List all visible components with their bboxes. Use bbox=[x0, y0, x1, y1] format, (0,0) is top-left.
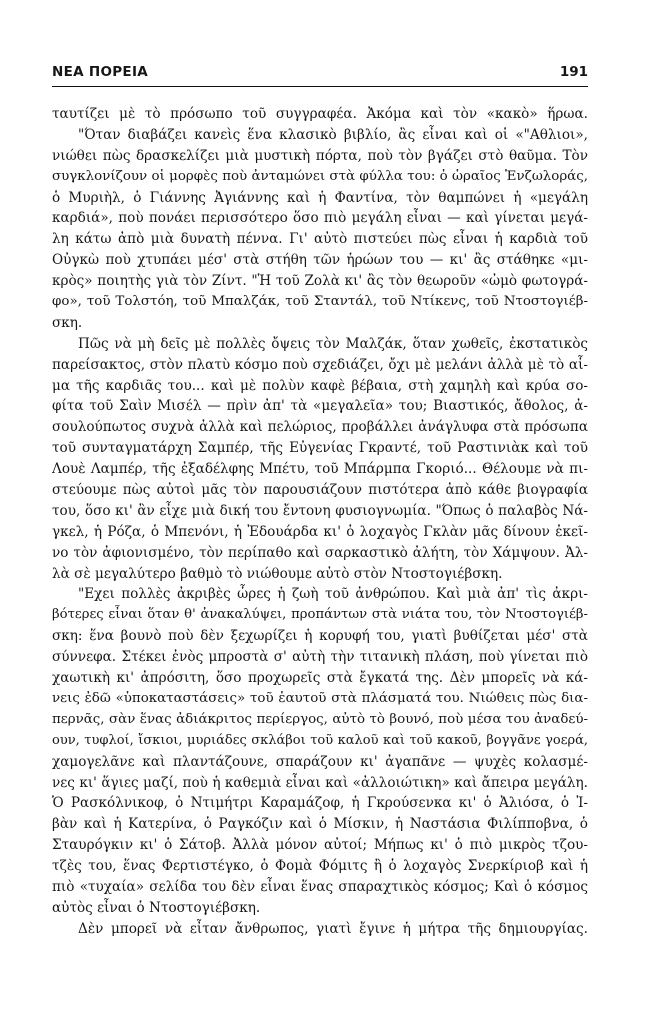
text-line: Δὲν μπορεῖ νὰ εἶταν ἄνθρωπος, γιατὶ ἔγινε ἡ μήτρα τῆς δημιουργίας. bbox=[78, 920, 588, 937]
text-line: μα τῆς καρδιᾶς του... καὶ μὲ πολὺν καφὲ βέβαια, στὴ χαμηλὴ καὶ κρύα σο- bbox=[52, 377, 588, 394]
text-line: Ὁ Ρασκόλνικοφ, ὁ Ντιμήτρι Καραμάζοφ, ἡ Γκρούσενκα κι' ὁ Ἀλιόσα, ὁ Ἰ- bbox=[52, 795, 588, 812]
text-line: συγκλονίζουν οἱ μορφὲς ποὺ ἀνταμώνει στὰ φύλλα του: ὁ ὡραῖος Ἐνζωλοράς, bbox=[52, 168, 588, 184]
text-line: τζὲς του, ἕνας Φερτιστέγκο, ὁ Φομὰ Φόμιτς ἢ ὁ λοχαγὸς Σνερκίριοβ καὶ ἡ bbox=[52, 858, 588, 875]
text-line: σκη. bbox=[52, 314, 83, 331]
text-line: νες κι' ἅγιες μαζί, ποὺ ἡ καθεμιὰ εἶναι καὶ «ἀλλοιώτικη» καὶ ἄπειρα μεγάλη. bbox=[52, 774, 588, 791]
text-line: "Όταν διαβάζει κανεὶς ἕνα κλασικὸ βιβλίο, ἂς εἶναι καὶ οἱ «"Αθλιοι», bbox=[78, 126, 588, 143]
text-line: νεις ἐδῶ «ὑποκαταστάσεις» τοῦ ἑαυτοῦ στὰ πλάσματά του. Νιώθεις πὼς δια- bbox=[52, 690, 588, 706]
text-line: Λουὲ Λαμπέρ, τῆς ἐξαδέλφης Μπέτυ, τοῦ Μπάρμπα Γκοριό... Θέλουμε νὰ πι- bbox=[52, 461, 588, 478]
text-line: χαμογελᾶνε καὶ πλαντάζουνε, σπαράζουν κι' ἀγαπᾶνε — ψυχὲς κολασμέ- bbox=[52, 753, 588, 770]
text-line: ταυτίζει μὲ τὸ πρόσωπο τοῦ συγγραφέα. Ἀκόμα καὶ τὸν «κακὸ» ἥρωα. bbox=[52, 106, 588, 122]
text-line: σουλούπωτος συχνὰ ἀλλὰ καὶ πελώριος, προβάλλει ἀνάγλυφα στὰ πρόσωπα bbox=[52, 419, 588, 436]
text-line: ουν, τυφλοί, ἴσκιοι, μυριάδες σκλάβοι τοῦ καλοῦ καὶ τοῦ κακοῦ, βογγᾶνε γοερά, bbox=[52, 732, 588, 748]
text-line: ὁ Μυριὴλ, ὁ Γιάννης Ἀγιάννης καὶ ἡ Φαντίνα, τὸν θαμπώνει ἡ «μεγάλη bbox=[52, 189, 588, 206]
text-line: περνᾶς, σὰν ἕνας ἀδιάκριτος περίεργος, αὐτὸ τὸ βουνό, ποὺ μέσα του ἀναδεύ- bbox=[52, 711, 588, 727]
text-line: φο», τοῦ Τολστόη, τοῦ Μπαλζάκ, τοῦ Σταντάλ, τοῦ Ντίκενς, τοῦ Ντοστογιέβ- bbox=[52, 294, 588, 310]
text-line: στεύουμε πὼς αὐτοὶ μᾶς τὸν παρουσιάζουν πιστότερα ἀπὸ κάθε βιογραφία bbox=[52, 482, 588, 499]
text-line: του, ὅσο κι' ἂν εἶχε μιὰ δική του ἔντονη φυσιογνωμία. "Όπως ὁ παλαβὸς Νά- bbox=[52, 502, 588, 519]
text-line: λη κάτω ἀπὸ μιὰ δυνατὴ πέννα. Γι' αὐτὸ πιστεύει πὼς εἶναι ἡ καρδιὰ τοῦ bbox=[52, 231, 588, 248]
text-line: "Εχει πολλὲς ἀκριβὲς ὧρες ἡ ζωὴ τοῦ ἀνθρώπου. Καὶ μιὰ ἀπ' τὶς ἀκρι- bbox=[78, 586, 588, 603]
text-line: νο τὸν ἀφιονισμένο, τὸν περίπαθο καὶ σαρκαστικὸ ἀλήτη, τὸν Χάμψουν. Ἀλ- bbox=[52, 544, 588, 561]
text-line: χαωτικὴ κι' ἀπρόσιτη, ὅσο προχωρεῖς στὰ ἔγκατά της. Δὲν μπορεῖς νὰ κά- bbox=[52, 670, 588, 687]
text-line: βὰν καὶ ἡ Κατερίνα, ὁ Ραγκόζιν καὶ ὁ Μίσκιν, ἡ Ναστάσια Φιλίπποβνα, ὁ bbox=[52, 816, 588, 833]
journal-title: ΝΕΑ ΠΟΡΕΙΑ bbox=[52, 64, 149, 80]
text-line: Πῶς νὰ μὴ δεῖς μὲ πολλὲς ὄψεις τὸν Μαλζάκ, ὅταν χωθεῖς, ἐκστατικὸς bbox=[78, 335, 588, 352]
text-line: Σταυρόγκιν κι' ὁ Σάτοβ. Ἀλλὰ μόνον αὐτοί; Μήπως κι' ὁ πιὸ μικρὸς τζου- bbox=[52, 837, 588, 854]
text-line: σκη: ἕνα βουνὸ ποὺ δὲν ξεχωρίζει ἡ κορυφή του, γιατὶ βυθίζεται μέσ' στὰ bbox=[52, 628, 588, 645]
text-line: καρδιά», ποὺ πονάει περισσότερο ὅσο πιὸ μεγάλη εἶναι — καὶ γίνεται μεγά- bbox=[52, 210, 588, 227]
text-line: λὰ σὲ μεγαλύτερο βαθμὸ τὸ νιώθουμε αὐτὸ στὸν Ντοστογιέβσκη. bbox=[52, 565, 503, 582]
text-line: σύννεφα. Στέκει ἐνὸς μπροστὰ σ' αὐτὴ τὴν τιτανικὴ πλάση, ποὺ γίνεται πιὸ bbox=[52, 649, 588, 666]
text-line: αὐτὸς εἶναι ὁ Ντοστογιέβσκη. bbox=[52, 899, 261, 916]
body-text bbox=[52, 104, 588, 940]
text-line: νιώθει πὼς δρασκελίζει μιὰ μυστικὴ πόρτα, ποὺ τὸν βγάζει στὸ θαῦμα. Τὸν bbox=[52, 147, 588, 164]
text-line: φίτα τοῦ Σαὶν Μισέλ — πρὶν ἀπ' τὰ «μεγαλεῖα» του; Βιαστικός, ἄθολος, ἀ- bbox=[52, 398, 588, 415]
running-header bbox=[52, 64, 588, 87]
text-line: γκελ, ἡ Ρόζα, ὁ Μπενόνι, ἡ Ἐδουάρδα κι' ὁ λοχαγὸς Γκλὰν μᾶς δίνουν ἐκεῖ- bbox=[52, 523, 588, 540]
text-line: Οὐγκὼ ποὺ χτυπάει μέσ' στὰ στήθη τῶν ἡρώων του — κι' ἂς στάθηκε «μι- bbox=[52, 252, 588, 269]
text-line: παρείσακτος, στὸν πλατὺ κόσμο ποὺ σχεδιάζει, ὄχι μὲ μελάνι ἀλλὰ μὲ τὸ αἷ- bbox=[52, 356, 588, 373]
page-number: 191 bbox=[559, 64, 588, 80]
text-line: κρὸς» ποιητὴς γιὰ τὸν Ζίντ. "Ἡ τοῦ Ζολὰ κι' ἂς τὸν θεωροῦν «ὠμὸ φωτογρά- bbox=[52, 273, 588, 290]
text-line: τοῦ συνταγματάρχη Σαμπέρ, τῆς Εὐγενίας Γκραντέ, τοῦ Ραστινιὰκ καὶ τοῦ bbox=[52, 440, 588, 457]
text-line: πιὸ «τυχαία» σελίδα του δὲν εἶναι ἕνας σπαραχτικὸς κόσμος; Καὶ ὁ κόσμος bbox=[52, 878, 588, 895]
text-line: βότερες εἶναι ὅταν θ' ἀνακαλύψει, προπάντων στὰ νιάτα του, τὸν Ντοστογιέβ- bbox=[52, 607, 588, 623]
